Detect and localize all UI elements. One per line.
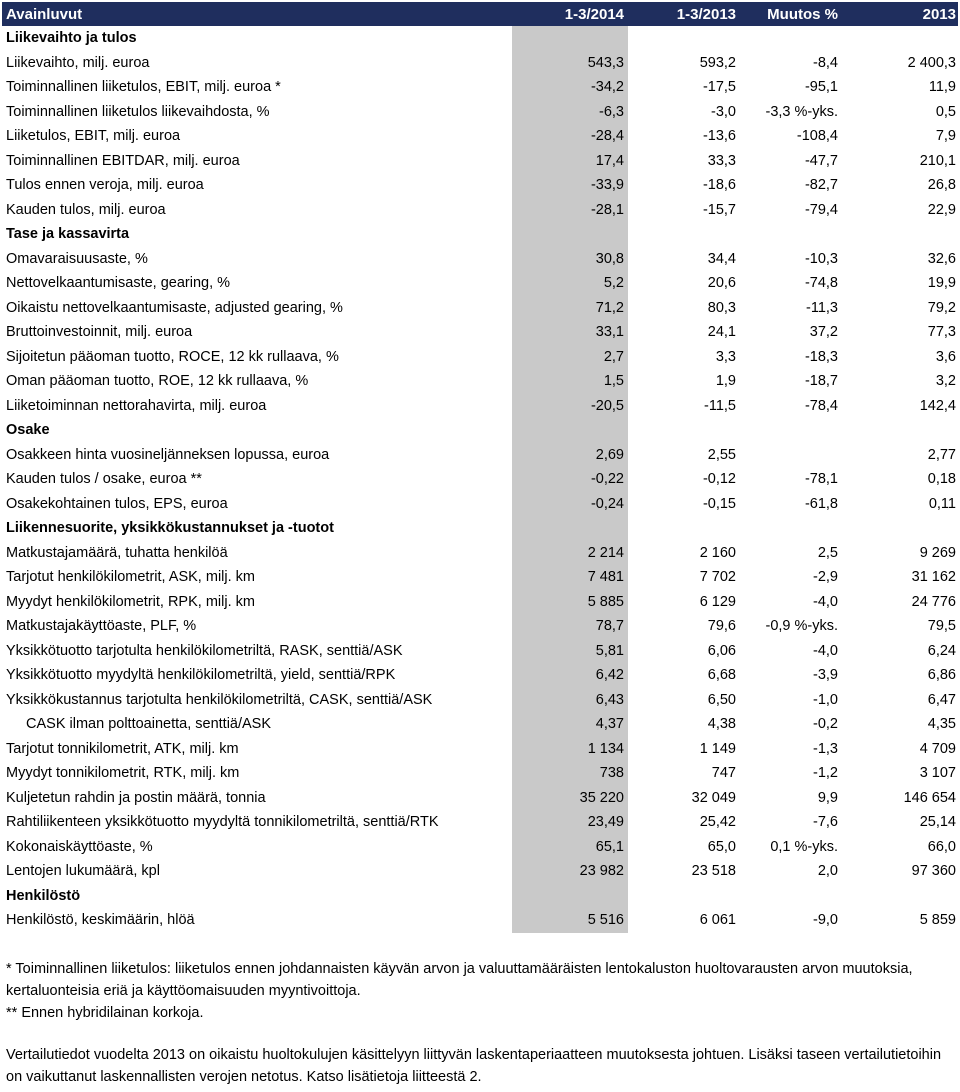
value-q1-2014: 738 xyxy=(512,761,628,786)
row-label xyxy=(2,790,512,806)
value-change: -4,0 xyxy=(813,642,838,659)
value-change: -18,7 xyxy=(804,373,838,390)
row-label-text: Henkilöstö xyxy=(6,887,81,904)
row-label-text: Myydyt henkilökilometrit, RPK, milj. km xyxy=(6,593,255,610)
value-q1-2013: 33,3 xyxy=(707,152,736,169)
section-header-row xyxy=(2,884,958,909)
row-label xyxy=(2,177,512,193)
value-q1-2013: -18,6 xyxy=(702,177,736,194)
value-change: -74,8 xyxy=(804,275,838,292)
value-2013: 79,5 xyxy=(927,618,956,635)
table-row xyxy=(2,75,958,100)
table-row xyxy=(2,590,958,615)
row-label-text: Tarjotut tonnikilometrit, ATK, milj. km xyxy=(6,740,239,757)
value-change: -78,1 xyxy=(804,471,838,488)
value-q1-2013: 3,3 xyxy=(715,348,736,365)
value-q1-2014: 7 481 xyxy=(512,565,628,590)
table-row xyxy=(2,247,958,272)
value-q1-2013: 1 149 xyxy=(699,740,736,757)
value-2013: 6,47 xyxy=(927,691,956,708)
row-label-text: Kauden tulos / osake, euroa ** xyxy=(6,471,202,488)
value-q1-2014: 2,69 xyxy=(512,443,628,468)
value-change: -0,9 %-yks. xyxy=(765,618,838,635)
value-q1-2014 xyxy=(512,884,628,909)
row-label xyxy=(2,667,512,683)
value-q1-2014: 543,3 xyxy=(512,51,628,76)
table-row xyxy=(2,271,958,296)
value-2013: 3 107 xyxy=(919,765,956,782)
value-q1-2013: 32 049 xyxy=(691,789,736,806)
table-row xyxy=(2,467,958,492)
table-row xyxy=(2,443,958,468)
value-q1-2013: -17,5 xyxy=(702,79,736,96)
value-2013: 24 776 xyxy=(911,593,956,610)
row-label-text: Osake xyxy=(6,422,50,439)
footnote-hybrid-loan: ** Ennen hybridilainan korkoja. xyxy=(6,1005,204,1021)
value-change: -7,6 xyxy=(813,814,838,831)
row-label xyxy=(2,349,512,365)
row-label-text: Toiminnallinen liiketulos, EBIT, milj. euroa * xyxy=(6,79,281,96)
row-label xyxy=(2,79,512,95)
value-q1-2014: -34,2 xyxy=(512,75,628,100)
row-label-text: Toiminnallinen EBITDAR, milj. euroa xyxy=(6,152,240,169)
value-change: -4,0 xyxy=(813,593,838,610)
value-change: -3,3 %-yks. xyxy=(765,103,838,120)
value-q1-2013: 6 061 xyxy=(699,912,736,929)
value-2013: 25,14 xyxy=(919,814,956,831)
table-header xyxy=(2,2,958,26)
row-label xyxy=(2,153,512,169)
row-label xyxy=(2,104,512,120)
value-q1-2014: 35 220 xyxy=(512,786,628,811)
value-q1-2014: -6,3 xyxy=(512,100,628,125)
value-q1-2014 xyxy=(512,516,628,541)
value-change: -95,1 xyxy=(804,79,838,96)
table-row xyxy=(2,296,958,321)
row-label-text: Oman pääoman tuotto, ROE, 12 kk rullaava, % xyxy=(6,373,309,390)
table-row xyxy=(2,614,958,639)
value-2013: 5 859 xyxy=(919,912,956,929)
value-change: 2,0 xyxy=(817,863,838,880)
table-row xyxy=(2,712,958,737)
row-label xyxy=(2,324,512,340)
value-q1-2014: 23 982 xyxy=(512,859,628,884)
value-2013: 97 360 xyxy=(911,863,956,880)
row-label-text: Henkilöstö, keskimäärin, hlöä xyxy=(6,912,195,929)
section-title xyxy=(2,888,512,904)
value-change: -79,4 xyxy=(804,201,838,218)
value-q1-2013: -13,6 xyxy=(702,128,736,145)
row-label-text: Omavaraisuusaste, % xyxy=(6,250,148,267)
section-header-row xyxy=(2,418,958,443)
row-label xyxy=(2,692,512,708)
row-label-text: Osakkeen hinta vuosineljänneksen lopussa, euroa xyxy=(6,446,330,463)
table-row xyxy=(2,320,958,345)
value-q1-2014: -28,1 xyxy=(512,198,628,223)
value-q1-2013: -0,12 xyxy=(702,471,736,488)
table-row xyxy=(2,51,958,76)
header-col-2013: 2013 xyxy=(922,5,956,23)
table-row xyxy=(2,394,958,419)
row-label-text: Tarjotut henkilökilometrit, ASK, milj. km xyxy=(6,569,255,586)
value-2013: 0,5 xyxy=(935,103,956,120)
value-q1-2014: 2,7 xyxy=(512,345,628,370)
value-q1-2014: -28,4 xyxy=(512,124,628,149)
section-header-row xyxy=(2,516,958,541)
row-label-text: Yksikkökustannus tarjotulta henkilökilometriltä, CASK, senttiä/ASK xyxy=(6,691,433,708)
value-q1-2013: -11,5 xyxy=(704,397,736,414)
value-q1-2013: -0,15 xyxy=(702,495,736,512)
value-2013: 19,9 xyxy=(927,275,956,292)
value-q1-2014: 6,43 xyxy=(512,688,628,713)
value-change: 2,5 xyxy=(817,544,838,561)
row-label xyxy=(2,569,512,585)
value-2013: 3,2 xyxy=(935,373,956,390)
value-q1-2014 xyxy=(512,26,628,51)
row-label-text: Liikevaihto ja tulos xyxy=(6,30,137,47)
table-row xyxy=(2,688,958,713)
row-label-text: Yksikkötuotto myydyltä henkilökilometriltä, yield, senttiä/RPK xyxy=(6,667,396,684)
value-q1-2013: 6,68 xyxy=(707,667,736,684)
value-q1-2014: 6,42 xyxy=(512,663,628,688)
value-q1-2014: 30,8 xyxy=(512,247,628,272)
value-change: -9,0 xyxy=(813,912,838,929)
table-row xyxy=(2,345,958,370)
value-q1-2013: 80,3 xyxy=(707,299,736,316)
table-row xyxy=(2,859,958,884)
table-row xyxy=(2,786,958,811)
value-q1-2014: 5,81 xyxy=(512,639,628,664)
row-label-text: Liiketulos, EBIT, milj. euroa xyxy=(6,128,181,145)
table-row xyxy=(2,198,958,223)
value-q1-2013: 6,06 xyxy=(707,642,736,659)
value-2013: 6,86 xyxy=(927,667,956,684)
row-label xyxy=(2,55,512,71)
row-label-text: Liiketoiminnan nettorahavirta, milj. euroa xyxy=(6,397,267,414)
value-2013: 4,35 xyxy=(927,716,956,733)
row-label xyxy=(2,545,512,561)
value-q1-2013: 2 160 xyxy=(699,544,736,561)
value-2013: 6,24 xyxy=(927,642,956,659)
section-title xyxy=(2,30,512,46)
table-row xyxy=(2,663,958,688)
table-row xyxy=(2,908,958,933)
row-label-text: Kokonaiskäyttöaste, % xyxy=(6,838,153,855)
row-label xyxy=(2,716,512,732)
value-change: 37,2 xyxy=(809,324,838,341)
row-label-text: Kuljetetun rahdin ja postin määrä, tonnia xyxy=(6,789,266,806)
value-q1-2013: 34,4 xyxy=(707,250,736,267)
value-2013: 2 400,3 xyxy=(907,54,956,71)
table-row xyxy=(2,100,958,125)
value-q1-2013: 593,2 xyxy=(699,54,736,71)
value-q1-2014: 2 214 xyxy=(512,541,628,566)
value-q1-2014: 23,49 xyxy=(512,810,628,835)
value-q1-2014: 5 885 xyxy=(512,590,628,615)
value-2013: 32,6 xyxy=(927,250,956,267)
header-col-q1-2014: 1-3/2014 xyxy=(564,5,624,23)
value-2013: 11,9 xyxy=(928,79,956,96)
value-q1-2014: 17,4 xyxy=(512,149,628,174)
key-figures-table xyxy=(2,2,958,933)
value-2013: 146 654 xyxy=(903,789,956,806)
row-label-text: Tulos ennen veroja, milj. euroa xyxy=(6,177,204,194)
value-change: -47,7 xyxy=(804,152,838,169)
row-label-text: Rahtiliikenteen yksikkötuotto myydyltä tonnikilometriltä, senttiä/RTK xyxy=(6,814,439,831)
value-q1-2013: 7 702 xyxy=(699,569,736,586)
value-q1-2013: 2,55 xyxy=(707,446,736,463)
value-q1-2014: -20,5 xyxy=(512,394,628,419)
row-label-text: Liikevaihto, milj. euroa xyxy=(6,54,150,71)
value-change: 9,9 xyxy=(817,789,838,806)
value-q1-2014: 33,1 xyxy=(512,320,628,345)
value-2013: 142,4 xyxy=(919,397,956,414)
value-change: -18,3 xyxy=(804,348,838,365)
value-q1-2014: 1,5 xyxy=(512,369,628,394)
value-2013: 0,18 xyxy=(927,471,956,488)
value-q1-2014: 4,37 xyxy=(512,712,628,737)
value-change: 0,1 %-yks. xyxy=(770,838,838,855)
value-change: -8,4 xyxy=(813,54,838,71)
value-2013: 31 162 xyxy=(911,569,956,586)
row-label xyxy=(2,814,512,830)
footnotes xyxy=(6,958,946,1088)
table-row xyxy=(2,565,958,590)
table-row xyxy=(2,149,958,174)
row-label xyxy=(2,618,512,634)
row-label xyxy=(2,202,512,218)
value-q1-2014: 71,2 xyxy=(512,296,628,321)
table-body xyxy=(2,26,958,933)
value-q1-2013: 747 xyxy=(711,765,736,782)
row-label xyxy=(2,594,512,610)
value-change: -108,4 xyxy=(796,128,838,145)
table-row xyxy=(2,761,958,786)
row-label-text: Bruttoinvestoinnit, milj. euroa xyxy=(6,324,193,341)
value-2013: 22,9 xyxy=(927,201,956,218)
row-label xyxy=(2,447,512,463)
table-row xyxy=(2,737,958,762)
value-change: -78,4 xyxy=(804,397,838,414)
value-change: -61,8 xyxy=(804,495,838,512)
row-label xyxy=(2,128,512,144)
value-q1-2014: 1 134 xyxy=(512,737,628,762)
row-label xyxy=(2,643,512,659)
row-label-text: Matkustajamäärä, tuhatta henkilöä xyxy=(6,544,228,561)
value-q1-2013: 24,1 xyxy=(707,324,736,341)
row-label xyxy=(2,863,512,879)
value-2013: 210,1 xyxy=(919,152,956,169)
table-row xyxy=(2,369,958,394)
value-q1-2014: -33,9 xyxy=(512,173,628,198)
value-q1-2014 xyxy=(512,222,628,247)
value-q1-2013: 4,38 xyxy=(707,716,736,733)
value-change: -3,9 xyxy=(813,667,838,684)
section-header-row xyxy=(2,222,958,247)
value-change: -1,0 xyxy=(813,691,838,708)
section-title xyxy=(2,226,512,242)
row-label xyxy=(2,496,512,512)
value-2013: 77,3 xyxy=(927,324,956,341)
row-label-text: Tase ja kassavirta xyxy=(6,226,130,243)
value-change: -10,3 xyxy=(804,250,838,267)
value-2013: 66,0 xyxy=(927,838,956,855)
value-q1-2013: 20,6 xyxy=(707,275,736,292)
row-label-text: Myydyt tonnikilometrit, RTK, milj. km xyxy=(6,765,240,782)
value-q1-2013: 65,0 xyxy=(707,838,736,855)
value-q1-2013: -3,0 xyxy=(711,103,736,120)
value-q1-2013: -15,7 xyxy=(702,201,736,218)
value-change: -11,3 xyxy=(806,299,838,316)
value-q1-2014: -0,22 xyxy=(512,467,628,492)
row-label xyxy=(2,912,512,928)
row-label-text: Matkustajakäyttöaste, PLF, % xyxy=(6,618,197,635)
value-change: -0,2 xyxy=(813,716,838,733)
value-2013: 9 269 xyxy=(919,544,956,561)
value-2013: 2,77 xyxy=(927,446,956,463)
value-2013: 4 709 xyxy=(919,740,956,757)
table-row xyxy=(2,124,958,149)
value-q1-2013: 1,9 xyxy=(715,373,736,390)
value-change: -2,9 xyxy=(813,569,838,586)
header-col-change: Muutos % xyxy=(767,5,838,23)
value-change: -82,7 xyxy=(804,177,838,194)
row-label xyxy=(2,765,512,781)
row-label xyxy=(2,398,512,414)
table-row xyxy=(2,810,958,835)
section-title xyxy=(2,520,512,536)
row-label-text: Nettovelkaantumisaste, gearing, % xyxy=(6,275,231,292)
header-title: Avainluvut xyxy=(6,5,83,23)
row-label xyxy=(2,741,512,757)
value-q1-2013: 23 518 xyxy=(691,863,736,880)
row-label xyxy=(2,275,512,291)
row-label-text: Sijoitetun pääoman tuotto, ROCE, 12 kk rullaava, % xyxy=(6,348,339,365)
row-label-text: Oikaistu nettovelkaantumisaste, adjusted gearing, % xyxy=(6,299,343,316)
value-2013: 3,6 xyxy=(935,348,956,365)
value-q1-2014: 5 516 xyxy=(512,908,628,933)
table-row xyxy=(2,492,958,517)
row-label-text: Osakekohtainen tulos, EPS, euroa xyxy=(6,495,228,512)
value-2013: 7,9 xyxy=(935,128,956,145)
footnote-comparatives: Vertailutiedot vuodelta 2013 on oikaistu huoltokulujen käsittelyyn liittyvän laskentaperiaatteen muutoksesta johtuen. Lisäksi taseen vertailutietoihin on vaikuttanut laskennallisten verojen netotus. Katso lisätietoja liitteestä 2. xyxy=(6,1047,942,1085)
row-label xyxy=(2,300,512,316)
footnote-operating-result: * Toiminnallinen liiketulos: liiketulos ennen johdannaisten käyvän arvon ja valuuttamääräisten lentokaluston huoltovarausten arvon muutoksia, kertaluonteisia eriä ja käyttöomaisuuden myyntivoittoja. xyxy=(6,961,913,999)
value-q1-2014: 78,7 xyxy=(512,614,628,639)
table-row xyxy=(2,541,958,566)
row-label xyxy=(2,251,512,267)
value-q1-2013: 25,42 xyxy=(699,814,736,831)
row-label-text: Kauden tulos, milj. euroa xyxy=(6,201,166,218)
table-row xyxy=(2,173,958,198)
row-label-text: CASK ilman polttoainetta, senttiä/ASK xyxy=(26,716,272,733)
row-label xyxy=(2,839,512,855)
value-change: -1,3 xyxy=(813,740,838,757)
value-2013: 26,8 xyxy=(927,177,956,194)
value-2013: 79,2 xyxy=(927,299,956,316)
header-col-q1-2013: 1-3/2013 xyxy=(676,5,736,23)
value-2013: 0,11 xyxy=(928,495,956,512)
section-title xyxy=(2,422,512,438)
table-row xyxy=(2,835,958,860)
row-label-text: Lentojen lukumäärä, kpl xyxy=(6,863,160,880)
row-label-text: Yksikkötuotto tarjotulta henkilökilometriltä, RASK, senttiä/ASK xyxy=(6,642,403,659)
row-label-text: Toiminnallinen liiketulos liikevaihdosta, % xyxy=(6,103,270,120)
value-change: -1,2 xyxy=(813,765,838,782)
value-q1-2014 xyxy=(512,418,628,443)
row-label xyxy=(2,471,512,487)
value-q1-2014: 65,1 xyxy=(512,835,628,860)
row-label xyxy=(2,373,512,389)
value-q1-2013: 6 129 xyxy=(699,593,736,610)
row-label-text: Liikennesuorite, yksikkökustannukset ja -tuotot xyxy=(6,520,334,537)
value-q1-2014: -0,24 xyxy=(512,492,628,517)
value-q1-2013: 79,6 xyxy=(707,618,736,635)
value-q1-2013: 6,50 xyxy=(707,691,736,708)
table-row xyxy=(2,639,958,664)
value-q1-2014: 5,2 xyxy=(512,271,628,296)
section-header-row xyxy=(2,26,958,51)
